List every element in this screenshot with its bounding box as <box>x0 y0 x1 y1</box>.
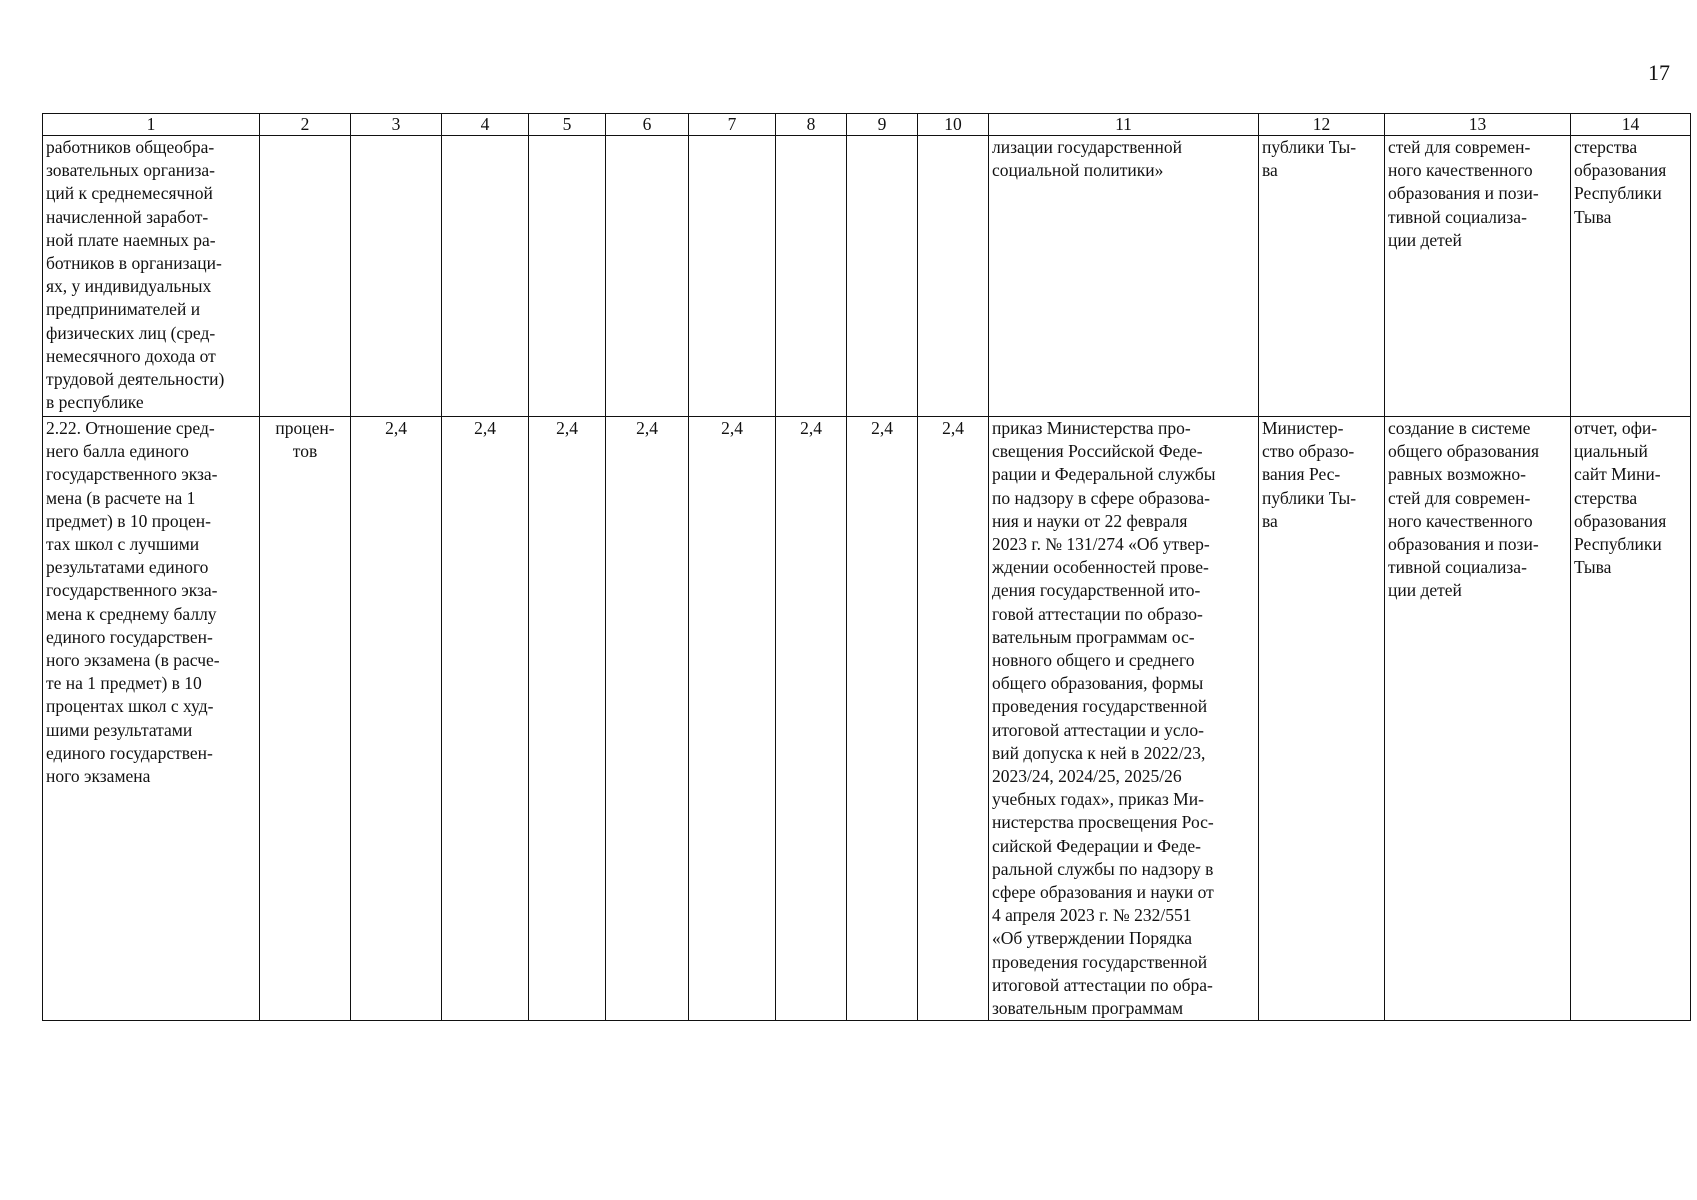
value-cell: 2,4 <box>351 417 442 1021</box>
column-header: 4 <box>442 114 529 136</box>
column-header: 14 <box>1571 114 1691 136</box>
value-cell <box>529 136 606 417</box>
table-row <box>43 417 1691 1021</box>
value-cell <box>847 136 918 417</box>
value-cell: 2,4 <box>847 417 918 1021</box>
result-cell: стей для современ- ного качественного образования и пози- тивной социализа- ции детей <box>1385 136 1571 417</box>
column-header: 13 <box>1385 114 1571 136</box>
value-cell: 2,4 <box>606 417 689 1021</box>
column-header: 11 <box>989 114 1259 136</box>
value-cell <box>442 136 529 417</box>
column-header: 2 <box>260 114 351 136</box>
result-cell: создание в системе общего образования равных возможно- стей для современ- ного качественного образования и пози- тивной социализа- ции детей <box>1385 417 1571 1021</box>
column-header: 10 <box>918 114 989 136</box>
responsible-cell: публики Ты- ва <box>1259 136 1385 417</box>
page-number: 17 <box>1648 60 1670 85</box>
value-cell: 2,4 <box>776 417 847 1021</box>
indicator-name-cell: работников общеобра- зовательных организа- ций к среднемесячной начисленной заработ- ной плате наемных ра- ботников в организаци- ях, у индивидуальных предпринимателей и физических лиц (сред- немесячного дохода от трудовой деятельности) в республике <box>43 136 260 417</box>
column-header: 5 <box>529 114 606 136</box>
indicator-name-cell: 2.22. Отношение сред- него балла единого государственного экза- мена (в расчете на 1 предмет) в 10 процен- тах школ с лучшими результатами единого государственного экза- мена к среднему баллу единого государствен- ного экзамена (в расче- те на 1 предмет) в 10 процентах школ с худ- шими результатами единого государствен- ного экзамена <box>43 417 260 1021</box>
indicators-table <box>42 113 1691 1021</box>
column-header: 3 <box>351 114 442 136</box>
value-cell <box>351 136 442 417</box>
column-header: 1 <box>43 114 260 136</box>
column-header: 7 <box>689 114 776 136</box>
value-cell: 2,4 <box>918 417 989 1021</box>
legal-basis-cell: приказ Министерства про- свещения Российской Феде- рации и Федеральной службы по надзору в сфере образова- ния и науки от 22 февраля 2023 г. № 131/274 «Об утвер- ждении особенностей прове- дения государственной ито- говой аттестации по образо- вательным программам ос- новного общего и среднего общего образования, формы проведения государственной итоговой аттестации и усло- вий допуска к ней в 2022/23, 2023/24, 2024/25, 2025/26 учебных годах», приказ Ми- нистерства просвещения Рос- сийской Федерации и Феде- ральной службы по надзору в сфере образования и науки от 4 апреля 2023 г. № 232/551 «Об утверждении Порядка проведения государственной итоговой аттестации по обра- зовательным программам <box>989 417 1259 1021</box>
value-cell <box>918 136 989 417</box>
source-cell: стерства образования Республики Тыва <box>1571 136 1691 417</box>
unit-cell <box>260 136 351 417</box>
table-row <box>43 136 1691 417</box>
value-cell <box>776 136 847 417</box>
column-header: 9 <box>847 114 918 136</box>
column-header: 12 <box>1259 114 1385 136</box>
value-cell: 2,4 <box>529 417 606 1021</box>
column-number-row <box>43 114 1691 136</box>
column-header: 6 <box>606 114 689 136</box>
column-header: 8 <box>776 114 847 136</box>
legal-basis-cell: лизации государственной социальной политики» <box>989 136 1259 417</box>
value-cell: 2,4 <box>689 417 776 1021</box>
value-cell <box>606 136 689 417</box>
source-cell: отчет, офи- циальный сайт Мини- стерства образования Республики Тыва <box>1571 417 1691 1021</box>
unit-cell: процен- тов <box>260 417 351 1021</box>
responsible-cell: Министер- ство образо- вания Рес- публики Ты- ва <box>1259 417 1385 1021</box>
value-cell <box>689 136 776 417</box>
value-cell: 2,4 <box>442 417 529 1021</box>
